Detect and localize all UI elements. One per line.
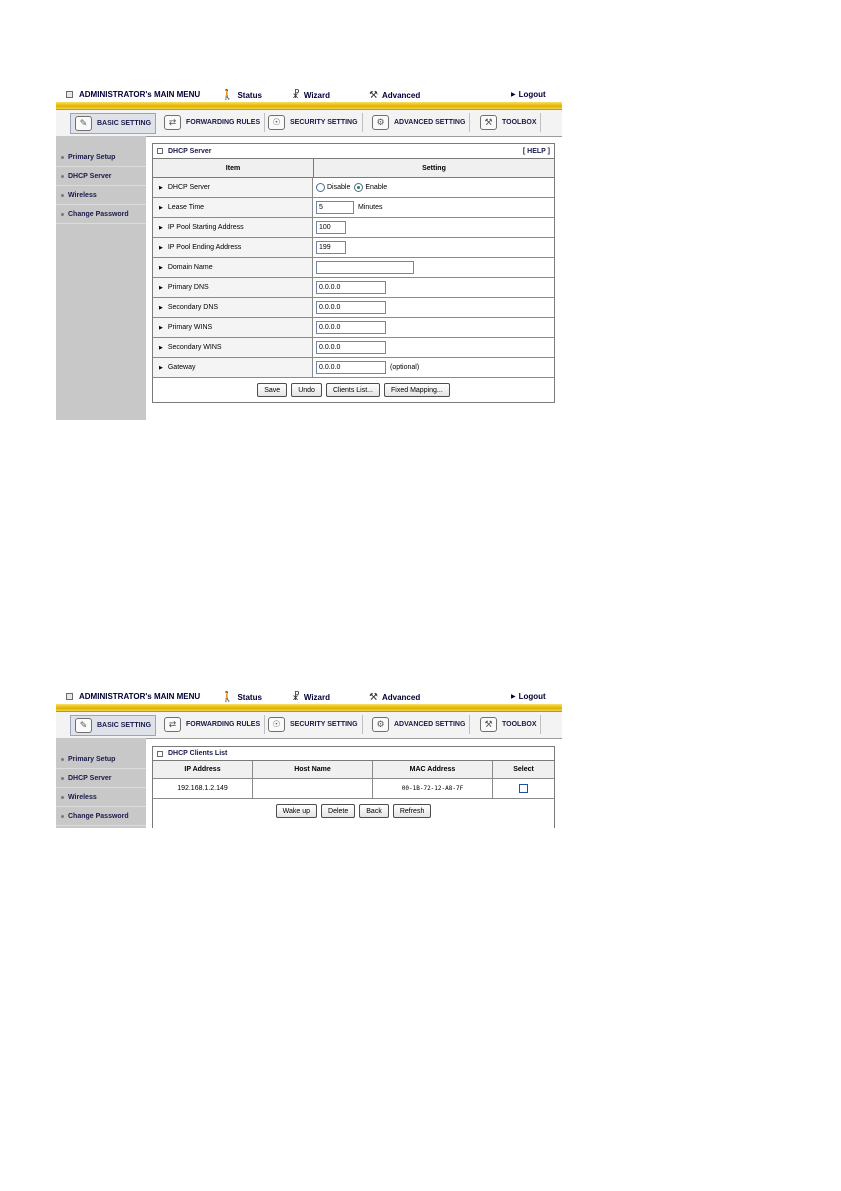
clients-table-header bbox=[153, 761, 554, 779]
row-domain-name: ▶ Domain Name bbox=[153, 258, 554, 278]
tab-basic-setting[interactable]: ✎ BASIC SETTING bbox=[70, 113, 156, 134]
save-button[interactable]: Save bbox=[257, 383, 287, 397]
col-ip-address: IP Address bbox=[153, 761, 253, 778]
admin-menu-bar bbox=[56, 688, 562, 704]
security-icon: ☉ bbox=[268, 717, 285, 732]
client-host bbox=[253, 779, 373, 798]
help-link[interactable]: [ HELP ] bbox=[522, 147, 550, 155]
menu-square-icon bbox=[66, 693, 73, 700]
security-icon: ☉ bbox=[268, 115, 285, 130]
admin-menu-title: ADMINISTRATOR's MAIN MENU bbox=[79, 90, 201, 99]
col-host-name: Host Name bbox=[253, 761, 373, 778]
advanced-link[interactable]: ⚒ Advanced bbox=[369, 90, 421, 101]
advanced-icon: ⚒ bbox=[369, 90, 378, 101]
row-arrow-icon: ▶ bbox=[159, 264, 163, 271]
toolbox-icon: ⚒ bbox=[480, 115, 497, 130]
clients-list-button[interactable]: Clients List... bbox=[326, 383, 380, 397]
tab-bar bbox=[56, 110, 562, 137]
tab-toolbox[interactable]: ⚒ TOOLBOX bbox=[476, 715, 541, 734]
button-row bbox=[153, 799, 554, 823]
sidebar-item-change-password[interactable]: Change Password bbox=[56, 807, 146, 826]
logout-link[interactable]: ▶ Logout bbox=[511, 90, 546, 99]
panel-square-icon bbox=[157, 148, 163, 154]
forwarding-icon: ⇄ bbox=[164, 717, 181, 732]
client-ip: 192.168.1.2.149 bbox=[153, 779, 253, 798]
status-link[interactable]: 🚶 Status bbox=[221, 692, 262, 703]
refresh-button[interactable]: Refresh bbox=[393, 804, 432, 818]
row-arrow-icon: ▶ bbox=[159, 344, 163, 351]
sidebar-item-wireless[interactable]: Wireless bbox=[56, 186, 146, 205]
delete-button[interactable]: Delete bbox=[321, 804, 355, 818]
client-select-checkbox[interactable] bbox=[519, 784, 528, 793]
secondary-dns-input[interactable]: 0.0.0.0 bbox=[316, 301, 386, 314]
row-arrow-icon: ▶ bbox=[159, 324, 163, 331]
sidebar bbox=[56, 738, 146, 828]
tab-basic-setting[interactable]: ✎ BASIC SETTING bbox=[70, 715, 156, 736]
status-icon: 🚶 bbox=[221, 90, 234, 101]
tab-toolbox[interactable]: ⚒ TOOLBOX bbox=[476, 113, 541, 132]
fixed-mapping-button[interactable]: Fixed Mapping... bbox=[384, 383, 450, 397]
panel-title: DHCP Clients List bbox=[168, 750, 228, 757]
sidebar-item-wireless[interactable]: Wireless bbox=[56, 788, 146, 807]
advanced-link[interactable]: ⚒ Advanced bbox=[369, 692, 421, 703]
pool-end-input[interactable]: 199 bbox=[316, 241, 346, 254]
forwarding-icon: ⇄ bbox=[164, 115, 181, 130]
tab-security-setting[interactable]: ☉ SECURITY SETTING bbox=[264, 715, 363, 734]
row-gateway: ▶ Gateway 0.0.0.0 (optional) bbox=[153, 358, 554, 378]
domain-name-input[interactable] bbox=[316, 261, 414, 274]
arrow-right-icon: ▶ bbox=[511, 92, 516, 98]
row-pool-start: ▶ IP Pool Starting Address 100 bbox=[153, 218, 554, 238]
sidebar-item-dhcp-server[interactable]: DHCP Server bbox=[56, 769, 146, 788]
primary-wins-input[interactable]: 0.0.0.0 bbox=[316, 321, 386, 334]
tab-forwarding-rules[interactable]: ⇄ FORWARDING RULES bbox=[160, 113, 265, 132]
row-pool-end: ▶ IP Pool Ending Address 199 bbox=[153, 238, 554, 258]
disable-radio[interactable]: Disable bbox=[316, 183, 350, 192]
row-primary-dns: ▶ Primary DNS 0.0.0.0 bbox=[153, 278, 554, 298]
pool-start-input[interactable]: 100 bbox=[316, 221, 346, 234]
tab-bar bbox=[56, 712, 562, 739]
undo-button[interactable]: Undo bbox=[291, 383, 322, 397]
panel-header bbox=[153, 747, 554, 761]
col-select: Select bbox=[513, 766, 534, 773]
row-arrow-icon: ▶ bbox=[159, 304, 163, 311]
panel-title: DHCP Server bbox=[168, 147, 212, 155]
column-header bbox=[153, 159, 554, 178]
logout-link[interactable]: ▶ Logout bbox=[511, 692, 546, 701]
row-dhcp-server: ▶ DHCP Server Disable Enable bbox=[153, 178, 554, 198]
menu-divider bbox=[56, 102, 562, 110]
advanced-icon: ⚒ bbox=[369, 692, 378, 703]
primary-dns-input[interactable]: 0.0.0.0 bbox=[316, 281, 386, 294]
tab-security-setting[interactable]: ☉ SECURITY SETTING bbox=[264, 113, 363, 132]
status-link[interactable]: 🚶 Status bbox=[221, 90, 262, 101]
button-row bbox=[153, 378, 554, 402]
menu-square-icon bbox=[66, 91, 73, 98]
row-arrow-icon: ▶ bbox=[159, 364, 163, 371]
sidebar bbox=[56, 136, 146, 420]
sidebar-item-change-password[interactable]: Change Password bbox=[56, 205, 146, 224]
row-secondary-wins: ▶ Secondary WINS 0.0.0.0 bbox=[153, 338, 554, 358]
sidebar-item-primary-setup[interactable]: Primary Setup bbox=[56, 750, 146, 769]
radio-checked-icon bbox=[354, 183, 363, 192]
wizard-icon: ☧ bbox=[292, 692, 300, 703]
sidebar-item-primary-setup[interactable]: Primary Setup bbox=[56, 148, 146, 167]
client-mac: 00-1B-72-12-A8-7F bbox=[373, 779, 493, 798]
gateway-input[interactable]: 0.0.0.0 bbox=[316, 361, 386, 374]
table-row bbox=[153, 779, 554, 799]
row-secondary-dns: ▶ Secondary DNS 0.0.0.0 bbox=[153, 298, 554, 318]
row-arrow-icon: ▶ bbox=[159, 184, 163, 191]
panel-header bbox=[153, 144, 554, 159]
toolbox-icon: ⚒ bbox=[480, 717, 497, 732]
col-setting: Setting bbox=[422, 164, 446, 172]
row-primary-wins: ▶ Primary WINS 0.0.0.0 bbox=[153, 318, 554, 338]
col-item: Item bbox=[153, 159, 314, 177]
tab-advanced-setting[interactable]: ⚙ ADVANCED SETTING bbox=[368, 715, 470, 734]
col-mac-address: MAC Address bbox=[373, 761, 493, 778]
basic-setting-icon: ✎ bbox=[75, 718, 92, 733]
basic-setting-icon: ✎ bbox=[75, 116, 92, 131]
back-button[interactable]: Back bbox=[359, 804, 389, 818]
dhcp-server-screenshot bbox=[56, 86, 562, 420]
admin-menu-title: ADMINISTRATOR's MAIN MENU bbox=[79, 692, 201, 701]
secondary-wins-input[interactable]: 0.0.0.0 bbox=[316, 341, 386, 354]
row-arrow-icon: ▶ bbox=[159, 244, 163, 251]
status-icon: 🚶 bbox=[221, 692, 234, 703]
menu-divider bbox=[56, 704, 562, 712]
wizard-link[interactable]: ☧ Wizard bbox=[292, 90, 330, 101]
dhcp-clients-panel bbox=[152, 746, 555, 828]
dhcp-clients-screenshot bbox=[56, 688, 562, 828]
row-arrow-icon: ▶ bbox=[159, 284, 163, 291]
lease-time-input[interactable]: 5 bbox=[316, 201, 354, 214]
advanced-setting-icon: ⚙ bbox=[372, 717, 389, 732]
wake-up-button[interactable]: Wake up bbox=[276, 804, 317, 818]
row-arrow-icon: ▶ bbox=[159, 204, 163, 211]
wizard-icon: ☧ bbox=[292, 90, 300, 101]
admin-menu-bar bbox=[56, 86, 562, 102]
row-arrow-icon: ▶ bbox=[159, 224, 163, 231]
radio-icon bbox=[316, 183, 325, 192]
row-lease-time: ▶ Lease Time 5 Minutes bbox=[153, 198, 554, 218]
advanced-setting-icon: ⚙ bbox=[372, 115, 389, 130]
enable-radio[interactable]: Enable bbox=[354, 183, 387, 192]
panel-square-icon bbox=[157, 751, 163, 757]
dhcp-server-panel bbox=[152, 143, 555, 403]
sidebar-item-dhcp-server[interactable]: DHCP Server bbox=[56, 167, 146, 186]
tab-advanced-setting[interactable]: ⚙ ADVANCED SETTING bbox=[368, 113, 470, 132]
tab-forwarding-rules[interactable]: ⇄ FORWARDING RULES bbox=[160, 715, 265, 734]
arrow-right-icon: ▶ bbox=[511, 694, 516, 700]
wizard-link[interactable]: ☧ Wizard bbox=[292, 692, 330, 703]
